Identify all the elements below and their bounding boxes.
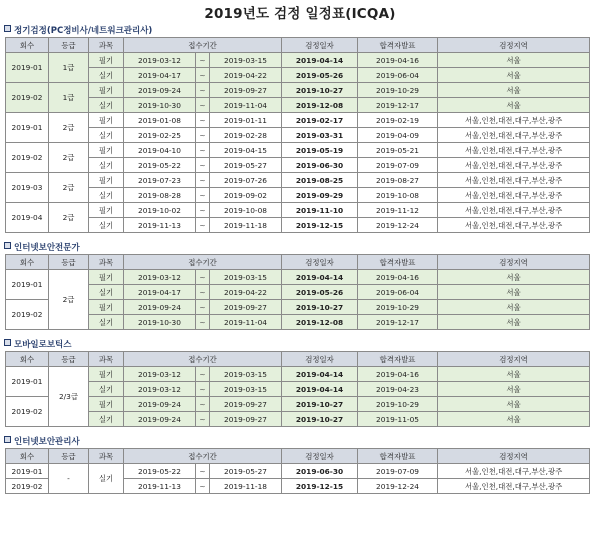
- result-date-cell: 2019-04-23: [358, 382, 438, 397]
- apply-end-cell: 2019-09-27: [210, 412, 282, 427]
- grade-cell: 2급: [49, 173, 89, 203]
- region-cell: 서울,인천,대전,대구,부산,광주: [438, 188, 590, 203]
- header-exam-date: 검정일자: [282, 352, 358, 367]
- apply-end-cell: 2019-04-15: [210, 143, 282, 158]
- schedule-table: [5, 351, 590, 427]
- header-period: 접수기간: [124, 449, 282, 464]
- apply-start-cell: 2019-09-24: [124, 397, 196, 412]
- result-date-cell: 2019-07-09: [358, 464, 438, 479]
- exam-date-cell: 2019-10-27: [282, 83, 358, 98]
- period-separator: ~: [196, 53, 210, 68]
- exam-date-cell: 2019-10-27: [282, 412, 358, 427]
- round-cell: 2019-02: [6, 479, 49, 494]
- table-row: [6, 143, 590, 158]
- header-subject: 과목: [89, 352, 124, 367]
- apply-start-cell: 2019-03-12: [124, 367, 196, 382]
- region-cell: 서울: [438, 270, 590, 285]
- apply-end-cell: 2019-11-18: [210, 479, 282, 494]
- table-row: [6, 203, 590, 218]
- region-cell: 서울,인천,대전,대구,부산,광주: [438, 479, 590, 494]
- region-cell: 서울: [438, 367, 590, 382]
- result-date-cell: 2019-04-16: [358, 53, 438, 68]
- period-separator: ~: [196, 188, 210, 203]
- header-period: 접수기간: [124, 352, 282, 367]
- apply-end-cell: 2019-05-27: [210, 158, 282, 173]
- exam-date-cell: 2019-04-14: [282, 53, 358, 68]
- apply-start-cell: 2019-11-13: [124, 218, 196, 233]
- apply-start-cell: 2019-04-17: [124, 285, 196, 300]
- grade-cell: 2급: [49, 143, 89, 173]
- apply-end-cell: 2019-02-28: [210, 128, 282, 143]
- apply-start-cell: 2019-10-30: [124, 98, 196, 113]
- exam-date-cell: 2019-12-15: [282, 218, 358, 233]
- result-date-cell: 2019-12-17: [358, 98, 438, 113]
- table-row: [6, 173, 590, 188]
- subject-cell: 필기: [89, 143, 124, 158]
- subject-cell: 필기: [89, 53, 124, 68]
- header-result-date: 합격자발표: [358, 255, 438, 270]
- exam-date-cell: 2019-10-27: [282, 397, 358, 412]
- header-region: 검정지역: [438, 352, 590, 367]
- result-date-cell: 2019-04-09: [358, 128, 438, 143]
- apply-end-cell: 2019-10-08: [210, 203, 282, 218]
- table-row: [6, 53, 590, 68]
- region-cell: 서울,인천,대전,대구,부산,광주: [438, 158, 590, 173]
- exam-date-cell: 2019-04-14: [282, 367, 358, 382]
- table-row: [6, 300, 590, 315]
- subject-cell: 실기: [89, 128, 124, 143]
- header-round: 회수: [6, 255, 49, 270]
- region-cell: 서울,인천,대전,대구,부산,광주: [438, 113, 590, 128]
- period-separator: ~: [196, 397, 210, 412]
- section-bullet-icon: [4, 436, 11, 443]
- table-header-row: [6, 255, 590, 270]
- subject-cell: 필기: [89, 300, 124, 315]
- region-cell: 서울: [438, 300, 590, 315]
- apply-start-cell: 2019-09-24: [124, 300, 196, 315]
- subject-cell: 실기: [89, 218, 124, 233]
- apply-end-cell: 2019-11-18: [210, 218, 282, 233]
- subject-cell: 실기: [89, 382, 124, 397]
- apply-start-cell: 2019-04-10: [124, 143, 196, 158]
- header-subject: 과목: [89, 38, 124, 53]
- subject-cell: 필기: [89, 203, 124, 218]
- header-result-date: 합격자발표: [358, 38, 438, 53]
- apply-start-cell: 2019-07-23: [124, 173, 196, 188]
- table-row: [6, 412, 590, 427]
- round-cell: 2019-02: [6, 143, 49, 173]
- exam-date-cell: 2019-09-29: [282, 188, 358, 203]
- exam-date-cell: 2019-05-26: [282, 68, 358, 83]
- table-header-row: [6, 352, 590, 367]
- period-separator: ~: [196, 270, 210, 285]
- period-separator: ~: [196, 128, 210, 143]
- period-separator: ~: [196, 285, 210, 300]
- apply-end-cell: 2019-03-15: [210, 270, 282, 285]
- section-bullet-icon: [4, 25, 11, 32]
- grade-cell: 2급: [49, 113, 89, 143]
- region-cell: 서울: [438, 53, 590, 68]
- header-exam-date: 검정일자: [282, 255, 358, 270]
- round-cell: 2019-02: [6, 397, 49, 427]
- result-date-cell: 2019-04-16: [358, 367, 438, 382]
- round-cell: 2019-01: [6, 113, 49, 143]
- region-cell: 서울: [438, 83, 590, 98]
- section-bullet-icon: [4, 339, 11, 346]
- header-round: 회수: [6, 352, 49, 367]
- exam-date-cell: 2019-06-30: [282, 158, 358, 173]
- region-cell: 서울: [438, 285, 590, 300]
- header-result-date: 합격자발표: [358, 352, 438, 367]
- region-cell: 서울,인천,대전,대구,부산,광주: [438, 173, 590, 188]
- region-cell: 서울: [438, 68, 590, 83]
- apply-end-cell: 2019-04-22: [210, 68, 282, 83]
- region-cell: 서울: [438, 397, 590, 412]
- period-separator: ~: [196, 464, 210, 479]
- apply-start-cell: 2019-05-22: [124, 464, 196, 479]
- region-cell: 서울: [438, 315, 590, 330]
- round-cell: 2019-01: [6, 367, 49, 397]
- exam-date-cell: 2019-04-14: [282, 382, 358, 397]
- subject-cell: 실기: [89, 315, 124, 330]
- section-title-text: 인터넷보안전문가: [14, 243, 80, 253]
- section-gap: [0, 330, 600, 339]
- region-cell: 서울,인천,대전,대구,부산,광주: [438, 128, 590, 143]
- table-row: [6, 315, 590, 330]
- region-cell: 서울: [438, 382, 590, 397]
- header-grade: 등급: [49, 255, 89, 270]
- exam-date-cell: 2019-03-31: [282, 128, 358, 143]
- subject-cell: 필기: [89, 113, 124, 128]
- exam-date-cell: 2019-12-08: [282, 315, 358, 330]
- header-grade: 등급: [49, 38, 89, 53]
- exam-date-cell: 2019-05-19: [282, 143, 358, 158]
- apply-start-cell: 2019-03-12: [124, 382, 196, 397]
- page-title: 2019년도 검정 일정표(ICQA): [204, 6, 396, 22]
- exam-date-cell: 2019-08-25: [282, 173, 358, 188]
- table-row: [6, 83, 590, 98]
- apply-start-cell: 2019-09-24: [124, 83, 196, 98]
- header-grade: 등급: [49, 352, 89, 367]
- period-separator: ~: [196, 158, 210, 173]
- exam-date-cell: 2019-05-26: [282, 285, 358, 300]
- apply-end-cell: 2019-11-04: [210, 315, 282, 330]
- exam-date-cell: 2019-12-15: [282, 479, 358, 494]
- header-period: 접수기간: [124, 255, 282, 270]
- period-separator: ~: [196, 143, 210, 158]
- section-title-text: 모바일로보틱스: [14, 340, 72, 350]
- exam-date-cell: 2019-12-08: [282, 98, 358, 113]
- period-separator: ~: [196, 367, 210, 382]
- apply-start-cell: 2019-08-28: [124, 188, 196, 203]
- grade-cell: 1급: [49, 53, 89, 83]
- result-date-cell: 2019-12-24: [358, 218, 438, 233]
- subject-cell: 실기: [89, 158, 124, 173]
- section-title: [0, 242, 600, 254]
- table-row: [6, 68, 590, 83]
- subject-cell: 필기: [89, 367, 124, 382]
- subject-cell: 필기: [89, 397, 124, 412]
- grade-cell: 2/3급: [49, 367, 89, 427]
- result-date-cell: 2019-02-19: [358, 113, 438, 128]
- table-row: [6, 128, 590, 143]
- period-separator: ~: [196, 173, 210, 188]
- period-separator: ~: [196, 300, 210, 315]
- exam-date-cell: 2019-11-10: [282, 203, 358, 218]
- header-result-date: 합격자발표: [358, 449, 438, 464]
- result-date-cell: 2019-11-05: [358, 412, 438, 427]
- period-separator: ~: [196, 382, 210, 397]
- exam-date-cell: 2019-10-27: [282, 300, 358, 315]
- period-separator: ~: [196, 479, 210, 494]
- result-date-cell: 2019-06-04: [358, 68, 438, 83]
- section-gap: [0, 233, 600, 242]
- table-row: [6, 113, 590, 128]
- apply-start-cell: 2019-01-08: [124, 113, 196, 128]
- schedule-table: [5, 37, 590, 233]
- apply-start-cell: 2019-02-25: [124, 128, 196, 143]
- section-bullet-icon: [4, 242, 11, 249]
- round-cell: 2019-01: [6, 464, 49, 479]
- round-cell: 2019-02: [6, 300, 49, 330]
- apply-end-cell: 2019-09-27: [210, 397, 282, 412]
- result-date-cell: 2019-12-24: [358, 479, 438, 494]
- header-region: 검정지역: [438, 449, 590, 464]
- subject-cell: 실기: [89, 98, 124, 113]
- subject-cell: 실기: [89, 68, 124, 83]
- period-separator: ~: [196, 218, 210, 233]
- schedule-table: [5, 254, 590, 330]
- period-separator: ~: [196, 98, 210, 113]
- period-separator: ~: [196, 412, 210, 427]
- exam-date-cell: 2019-06-30: [282, 464, 358, 479]
- subject-cell: 실기: [89, 464, 124, 494]
- apply-end-cell: 2019-11-04: [210, 98, 282, 113]
- result-date-cell: 2019-12-17: [358, 315, 438, 330]
- table-row: [6, 98, 590, 113]
- header-region: 검정지역: [438, 38, 590, 53]
- apply-start-cell: 2019-04-17: [124, 68, 196, 83]
- round-cell: 2019-01: [6, 53, 49, 83]
- result-date-cell: 2019-05-21: [358, 143, 438, 158]
- subject-cell: 필기: [89, 83, 124, 98]
- apply-start-cell: 2019-05-22: [124, 158, 196, 173]
- result-date-cell: 2019-10-29: [358, 300, 438, 315]
- region-cell: 서울: [438, 98, 590, 113]
- exam-date-cell: 2019-02-17: [282, 113, 358, 128]
- grade-cell: -: [49, 464, 89, 494]
- apply-start-cell: 2019-03-12: [124, 270, 196, 285]
- region-cell: 서울,인천,대전,대구,부산,광주: [438, 203, 590, 218]
- subject-cell: 실기: [89, 188, 124, 203]
- result-date-cell: 2019-10-29: [358, 83, 438, 98]
- region-cell: 서울: [438, 412, 590, 427]
- section-title: [0, 339, 600, 351]
- table-row: [6, 464, 590, 479]
- header-period: 접수기간: [124, 38, 282, 53]
- round-cell: 2019-01: [6, 270, 49, 300]
- table-row: [6, 382, 590, 397]
- exam-date-cell: 2019-04-14: [282, 270, 358, 285]
- result-date-cell: 2019-11-12: [358, 203, 438, 218]
- result-date-cell: 2019-10-29: [358, 397, 438, 412]
- period-separator: ~: [196, 315, 210, 330]
- subject-cell: 필기: [89, 173, 124, 188]
- region-cell: 서울,인천,대전,대구,부산,광주: [438, 143, 590, 158]
- header-round: 회수: [6, 38, 49, 53]
- result-date-cell: 2019-06-04: [358, 285, 438, 300]
- apply-end-cell: 2019-09-27: [210, 83, 282, 98]
- schedule-page: [0, 3, 600, 545]
- table-row: [6, 218, 590, 233]
- apply-end-cell: 2019-09-02: [210, 188, 282, 203]
- apply-end-cell: 2019-03-15: [210, 53, 282, 68]
- round-cell: 2019-02: [6, 83, 49, 113]
- table-row: [6, 158, 590, 173]
- table-row: [6, 367, 590, 382]
- apply-start-cell: 2019-11-13: [124, 479, 196, 494]
- table-row: [6, 285, 590, 300]
- header-region: 검정지역: [438, 255, 590, 270]
- result-date-cell: 2019-10-08: [358, 188, 438, 203]
- schedule-table: [5, 448, 590, 494]
- apply-end-cell: 2019-01-11: [210, 113, 282, 128]
- period-separator: ~: [196, 83, 210, 98]
- subject-cell: 실기: [89, 412, 124, 427]
- apply-end-cell: 2019-05-27: [210, 464, 282, 479]
- section-title: [0, 25, 600, 37]
- header-grade: 등급: [49, 449, 89, 464]
- table-row: [6, 270, 590, 285]
- apply-end-cell: 2019-03-15: [210, 367, 282, 382]
- table-header-row: [6, 449, 590, 464]
- apply-start-cell: 2019-10-02: [124, 203, 196, 218]
- period-separator: ~: [196, 113, 210, 128]
- subject-cell: 실기: [89, 285, 124, 300]
- region-cell: 서울,인천,대전,대구,부산,광주: [438, 218, 590, 233]
- sections-container: [0, 25, 600, 494]
- result-date-cell: 2019-04-16: [358, 270, 438, 285]
- grade-cell: 2급: [49, 270, 89, 330]
- table-row: [6, 397, 590, 412]
- result-date-cell: 2019-07-09: [358, 158, 438, 173]
- apply-end-cell: 2019-03-15: [210, 382, 282, 397]
- header-exam-date: 검정일자: [282, 38, 358, 53]
- round-cell: 2019-04: [6, 203, 49, 233]
- header-subject: 과목: [89, 255, 124, 270]
- apply-start-cell: 2019-09-24: [124, 412, 196, 427]
- section-title: [0, 436, 600, 448]
- grade-cell: 1급: [49, 83, 89, 113]
- subject-cell: 필기: [89, 270, 124, 285]
- header-subject: 과목: [89, 449, 124, 464]
- section-title-text: 정기검정(PC정비사/네트워크관리사): [14, 26, 153, 36]
- period-separator: ~: [196, 203, 210, 218]
- section-gap: [0, 427, 600, 436]
- apply-start-cell: 2019-10-30: [124, 315, 196, 330]
- round-cell: 2019-03: [6, 173, 49, 203]
- apply-end-cell: 2019-04-22: [210, 285, 282, 300]
- header-exam-date: 검정일자: [282, 449, 358, 464]
- header-round: 회수: [6, 449, 49, 464]
- apply-end-cell: 2019-09-27: [210, 300, 282, 315]
- table-header-row: [6, 38, 590, 53]
- result-date-cell: 2019-08-27: [358, 173, 438, 188]
- region-cell: 서울,인천,대전,대구,부산,광주: [438, 464, 590, 479]
- apply-start-cell: 2019-03-12: [124, 53, 196, 68]
- apply-end-cell: 2019-07-26: [210, 173, 282, 188]
- period-separator: ~: [196, 68, 210, 83]
- section-title-text: 인터넷보안관리사: [14, 437, 80, 447]
- table-row: [6, 188, 590, 203]
- grade-cell: 2급: [49, 203, 89, 233]
